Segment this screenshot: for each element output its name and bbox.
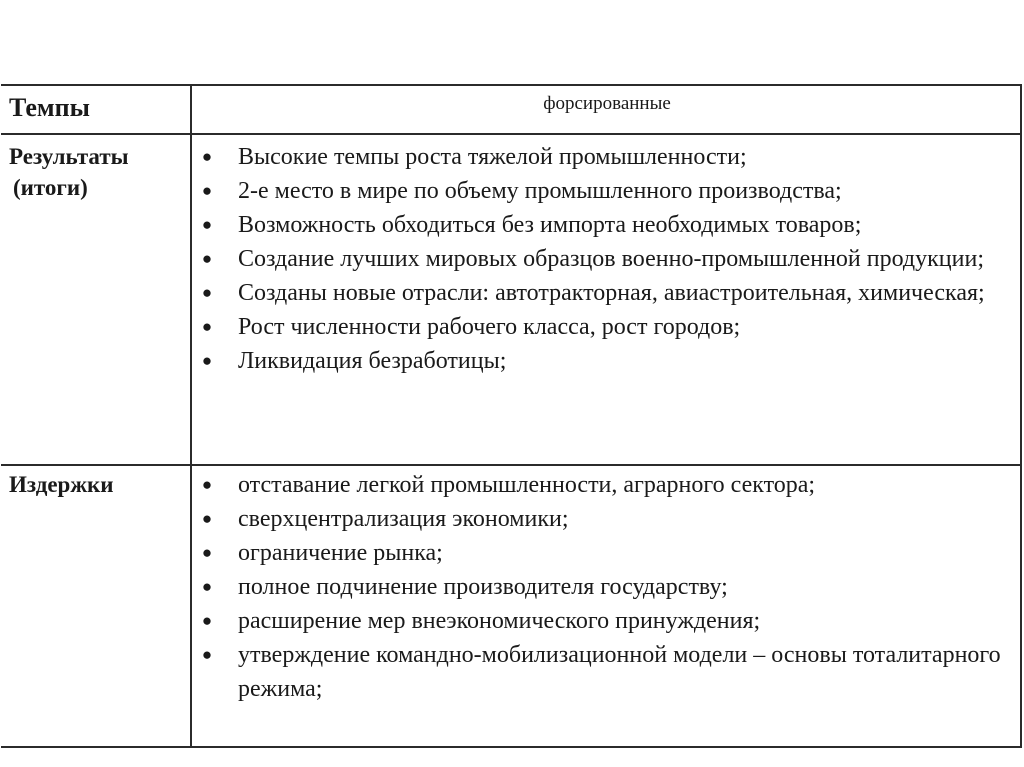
costs-list bbox=[195, 468, 1010, 706]
list-item bbox=[195, 242, 1010, 276]
list-item bbox=[195, 174, 1010, 208]
row-value-tempy: форсированные bbox=[543, 93, 671, 114]
list-item bbox=[195, 208, 1010, 242]
list-item-text: Созданы новые отрасли: автотракторная, авиастроительная, химическая; bbox=[238, 280, 985, 306]
list-item-text: утверждение командно-мобилизационной модели – основы тоталитарного режима; bbox=[238, 642, 1001, 702]
list-item-text: ограничение рынка; bbox=[238, 540, 443, 566]
list-item bbox=[195, 536, 1010, 570]
list-item-text: Создание лучших мировых образцов военно-промышленной продукции; bbox=[238, 246, 984, 272]
bullet-dot-icon: ● bbox=[201, 543, 213, 562]
bullet-dot-icon: ● bbox=[201, 645, 213, 664]
row-divider-2 bbox=[1, 464, 1022, 466]
list-item bbox=[195, 344, 1010, 378]
column-divider bbox=[190, 84, 192, 748]
list-item-text: Ликвидация безработицы; bbox=[238, 348, 507, 374]
list-item-text: Возможность обходиться без импорта необходимых товаров; bbox=[238, 212, 862, 238]
row-divider-1 bbox=[1, 133, 1022, 135]
row-label-costs: Издержки bbox=[9, 472, 114, 497]
bullet-dot-icon: ● bbox=[201, 509, 213, 528]
row-label-results bbox=[9, 141, 129, 203]
bullet-dot-icon: ● bbox=[201, 283, 213, 302]
list-item bbox=[195, 502, 1010, 536]
row-label-results-line2: (итоги) bbox=[13, 175, 88, 200]
bullet-dot-icon: ● bbox=[201, 215, 213, 234]
bullet-dot-icon: ● bbox=[201, 181, 213, 200]
list-item bbox=[195, 638, 1010, 706]
list-item-text: полное подчинение производителя государству; bbox=[238, 574, 728, 600]
list-item-text: расширение мер внеэкономического принуждения; bbox=[238, 608, 761, 634]
row-label-results-line1: Результаты bbox=[9, 144, 129, 169]
list-item-text: сверхцентрализация экономики; bbox=[238, 506, 569, 532]
bullet-dot-icon: ● bbox=[201, 577, 213, 596]
list-item bbox=[195, 310, 1010, 344]
bullet-dot-icon: ● bbox=[201, 249, 213, 268]
list-item bbox=[195, 604, 1010, 638]
bullet-dot-icon: ● bbox=[201, 611, 213, 630]
list-item-text: Рост численности рабочего класса, рост городов; bbox=[238, 314, 741, 340]
bullet-dot-icon: ● bbox=[201, 147, 213, 166]
list-item bbox=[195, 570, 1010, 604]
bullet-dot-icon: ● bbox=[201, 317, 213, 336]
bullet-dot-icon: ● bbox=[201, 475, 213, 494]
results-list bbox=[195, 140, 1010, 378]
bullet-dot-icon: ● bbox=[201, 351, 213, 370]
list-item bbox=[195, 468, 1010, 502]
list-item-text: Высокие темпы роста тяжелой промышленности; bbox=[238, 144, 747, 170]
list-item-text: 2-е место в мире по объему промышленного производства; bbox=[238, 178, 842, 204]
row-label-tempy: Темпы bbox=[9, 93, 90, 122]
list-item bbox=[195, 276, 1010, 310]
list-item-text: отставание легкой промышленности, аграрного сектора; bbox=[238, 472, 816, 498]
list-item bbox=[195, 140, 1010, 174]
